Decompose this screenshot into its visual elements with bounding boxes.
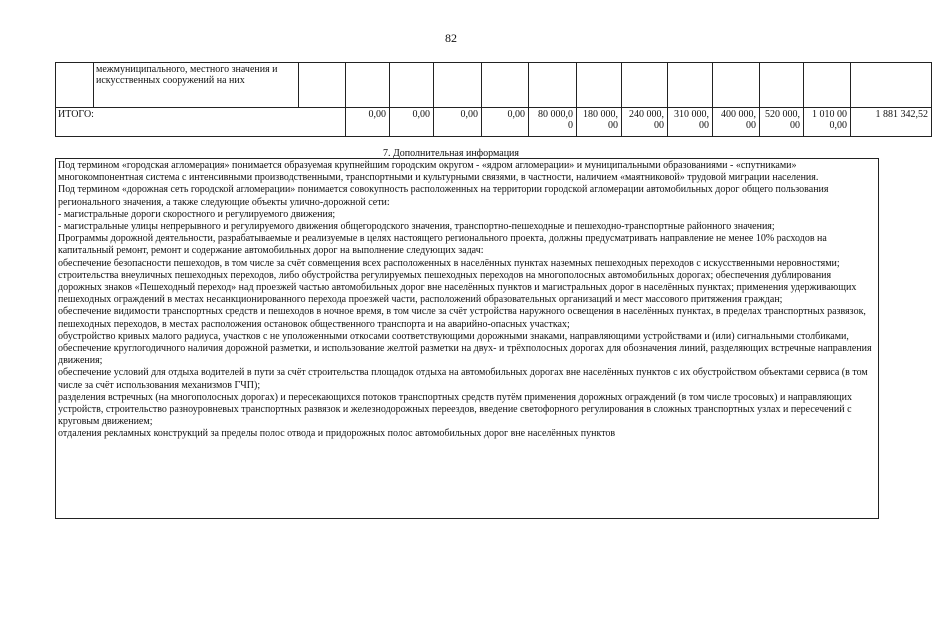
- info-paragraph: Под термином «дорожная сеть городской агломерации» понимается совокупность расположенных на территории городской агломерации автомобильных дорог общего пользования регионального значения, а также следующие объекты улично-дорожной сети:: [58, 184, 829, 208]
- table-cell: [529, 63, 577, 108]
- info-paragraph: разделения встречных (на многополосных дорогах) и пересекающихся потоков транспортных средств путём применения дорожных ограждений (в том числе тросовых) и направляющих устройств, строительство разноуровневых транспортных развязок и железнодорожных переездов, введение светофорного регулирования в сложных транспортных узлах и пересечений с круговым движением;: [58, 391, 852, 428]
- total-value: 240 000, 00: [622, 108, 668, 137]
- table-cell: [713, 63, 760, 108]
- table-cell: [622, 63, 668, 108]
- table-cell-description: межмуниципального, местного значения и искусственных сооружений на них: [94, 63, 299, 108]
- info-paragraph: отдаления рекламных конструкций за пределы полос отвода и придорожных полос автомобильных дорог вне населённых пунктов: [58, 428, 616, 440]
- info-paragraph: - магистральные улицы непрерывного и регулируемого движения общегородского значения, транспортно-пешеходные и пешеходно-транспортные районного значения;: [58, 221, 775, 233]
- table-cell: [56, 63, 94, 108]
- info-paragraph: обеспечение условий для отдыха водителей в пути за счёт строительства площадок отдыха на автомобильных дорогах вне населённых пунктов с их обустройством объектами сервиса (в том числе за счёт использования механизмов ГЧП);: [58, 367, 868, 391]
- table-row-total: [56, 108, 932, 137]
- table-cell: [760, 63, 804, 108]
- total-value: 0,00: [434, 108, 482, 137]
- info-paragraph: обеспечение круглогодичного наличия дорожной разметки, и использование желтой разметки на двух- и трёхполосных дорогах для обозначения линий, разделяющих встречные направления движения;: [58, 343, 872, 367]
- table-cell: [577, 63, 622, 108]
- total-value-grand: 1 881 342,52: [851, 108, 932, 137]
- total-value: 400 000, 00: [713, 108, 760, 137]
- info-paragraph: обустройство кривых малого радиуса, участков с не уположенными откосами соответствующими дорожными знаками, направляющими устройствами и (или) сигнальными столбиками,: [58, 330, 849, 342]
- info-paragraph: Под термином «городская агломерация» понимается образуемая крупнейшим городским округом - «ядром агломерации» и муниципальными образованиями - «спутниками» многокомпонентная система с интенсивными производственными, транспортными и культурными связями, в частности, наличием «маятниковой» трудовой миграции населения.: [58, 160, 819, 184]
- total-value: 180 000, 00: [577, 108, 622, 137]
- table-cell: [482, 63, 529, 108]
- table-cell: [299, 63, 346, 108]
- additional-info-box: [55, 158, 879, 519]
- table-cell: [668, 63, 713, 108]
- table-row: [56, 63, 932, 108]
- table-cell: [390, 63, 434, 108]
- table-cell: [346, 63, 390, 108]
- table-cell: [434, 63, 482, 108]
- info-paragraph: обеспечение безопасности пешеходов, в том числе за счёт совмещения всех расположенных в населённых пунктах наземных пешеходных переходов с искусственными неровностями; строительства внеуличных пешеходных переходов, либо обустройства регулируемых пешеходных переходов на многополосных автомобильных дорогах; обеспечения дублирования дорожных знаков «Пешеходный переход» над проезжей частью автомобильных дорог вне населённых пунктов и магистральных дорог в населённых пунктах; применения удерживающих пешеходных ограждений в местах несанкционированного перехода проезжей части, расположений образовательных организаций и мест массового притяжения граждан;: [58, 257, 857, 306]
- info-paragraph: Программы дорожной деятельности, разрабатываемые и реализуемые в целях настоящего регионального проекта, должны предусматривать направление не менее 10% расходов на капитальный ремонт, ремонт и содержание автомобильных дорог на выполнение следующих задач:: [58, 233, 827, 257]
- total-value: 1 010 00 0,00: [804, 108, 851, 137]
- financing-table: [55, 62, 932, 137]
- table-cell: [851, 63, 932, 108]
- section-title: 7. Дополнительная информация: [382, 148, 519, 159]
- page-number: 82: [445, 31, 457, 45]
- info-paragraph: - магистральные дороги скоростного и регулируемого движения;: [58, 208, 336, 220]
- total-value: 310 000, 00: [668, 108, 713, 137]
- info-paragraph: обеспечение видимости транспортных средств и пешеходов в ночное время, в том числе за счёт устройства наружного освещения в населённых пунктах, в пределах транспортных развязок, пешеходных переходов, в местах расположения остановок общественного транспорта и на аварийно-опасных участках;: [58, 306, 866, 330]
- total-value: 80 000,0 0: [529, 108, 577, 137]
- total-value: 0,00: [346, 108, 390, 137]
- table-cell: [804, 63, 851, 108]
- total-value: 0,00: [390, 108, 434, 137]
- total-value: 0,00: [482, 108, 529, 137]
- total-label: ИТОГО:: [56, 108, 346, 137]
- total-value: 520 000, 00: [760, 108, 804, 137]
